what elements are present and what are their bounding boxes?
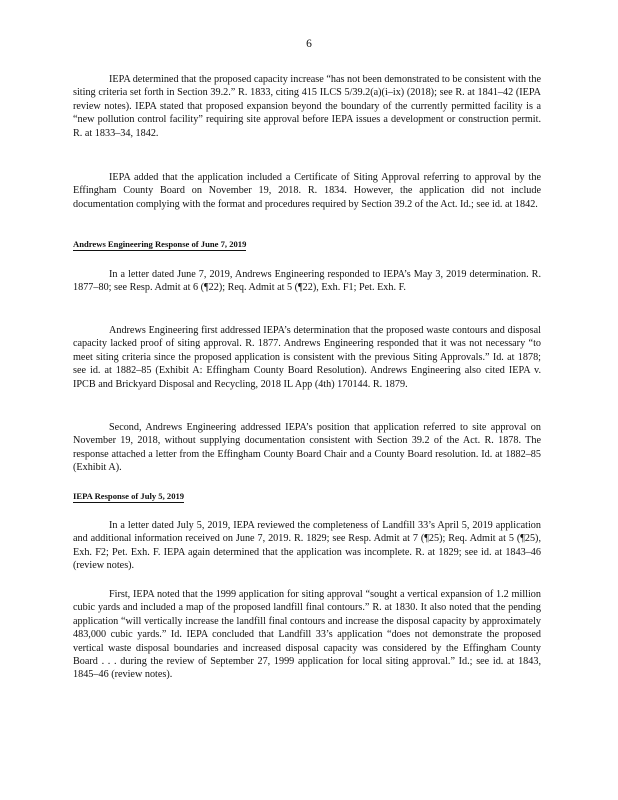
paragraph: IEPA added that the application included a Certificate of Siting Approval referring to approval by the Effingham County Board on November 19, 2018. R. 1834. However, the application did not include documentation complying with the format and procedures required by Section 39.2 of the Act. Id.; see id. at 1842. [73,172,541,210]
paragraph: IEPA determined that the proposed capacity increase “has not been demonstrated to be consistent with the siting criteria set forth in Section 39.2.” R. 1833, citing 415 ILCS 5/39.2(a)(i–ix) (2018); see R. at 1841–42 (IEPA review notes). IEPA stated that proposed expansion beyond the boundary of the currently permitted facility is a “new pollution control facility” requiring site approval before IEPA issues a development or construction permit. R. at 1833–34, 1842. [73,74,541,139]
section-heading: IEPA Response of July 5, 2019 [73,491,185,501]
paragraph: In a letter dated June 7, 2019, Andrews Engineering responded to IEPA’s May 3, 2019 determination. R. 1877–80; see Resp. Admit at 6 (¶22); Req. Admit at 5 (¶22), Exh. F1; Pet. Exh. F. [73,269,541,294]
paragraph: Andrews Engineering first addressed IEPA’s determination that the proposed waste contours and disposal capacity lacked proof of siting approval. R. 1877. Andrews Engineering responded that it was not necessary “to meet siting criteria since the proposed application is consistent with the previous Siting Approvals.” Id. at 1878; see id. at 1882–85 (Exhibit A: Effingham County Board Resolution). Andrews Engineering also cited IEPA v. IPCB and Brickyard Disposal and Recycling, 2018 IL App (4th) 170144. R. 1879. [73,325,541,390]
page-number: 6 [306,38,312,50]
section-heading: Andrews Engineering Response of June 7, 2019 [73,239,247,249]
paragraph: In a letter dated July 5, 2019, IEPA reviewed the completeness of Landfill 33’s April 5, 2019 application and additional information received on June 7, 2019. R. 1829; see Resp. Admit at 7 (¶25); Req. Admit at 5 (¶25), Exh. F2; Pet. Exh. F. IEPA again determined that the application was incomplete. R. at 1829; see id. at 1843–46 (review notes). [73,520,541,572]
paragraph: First, IEPA noted that the 1999 application for siting approval “sought a vertical expansion of 1.2 million cubic yards and included a map of the proposed landfill final contours.” R. at 1830. It also noted that the pending application “will vertically increase the landfill final contours and increase the disposal capacity by approximately 483,000 cubic yards.” Id. IEPA concluded that Landfill 33’s application “does not demonstrate the proposed vertical waste disposal boundaries and increased disposal capacity was considered by the Effingham County Board . . . during the review of September 27, 1999 application for local siting approval.” Id.; see id. at 1843, 1845–46 (review notes). [73,589,541,681]
paragraph: Second, Andrews Engineering addressed IEPA’s position that application referred to site approval on November 19, 2018, without supplying documentation consistent with Section 39.2 of the Act. R. 1878. The response attached a letter from the Effingham County Board Chair and a County Board resolution. Id. at 1882–85 (Exhibit A). [73,422,541,474]
